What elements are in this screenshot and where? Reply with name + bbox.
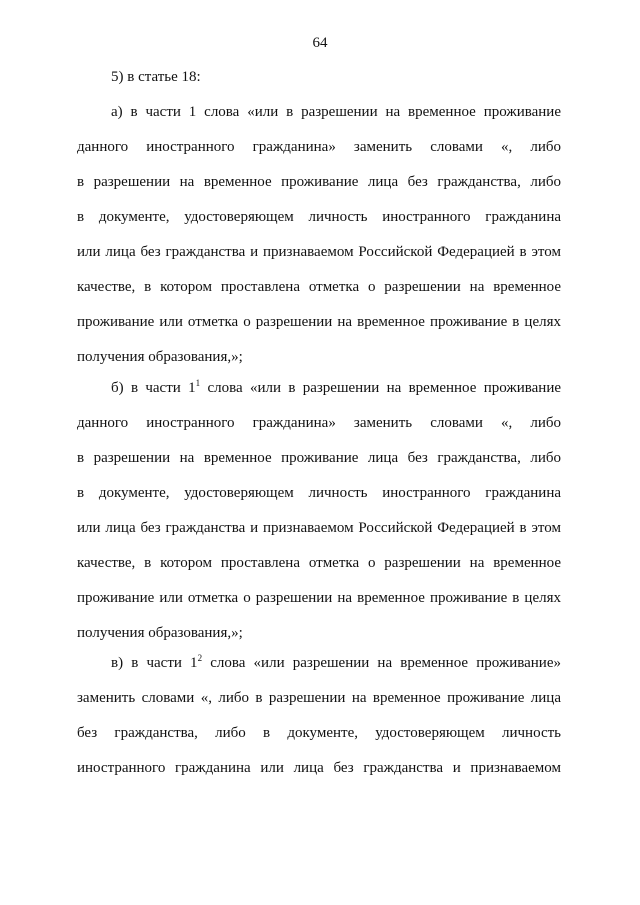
paragraph-b-line-5: или лица без гражданства и признаваемом Российской Федерацией в этом: [77, 520, 561, 536]
paragraph-a-line-4: в документе, удостоверяющем личность иностранного гражданина: [77, 209, 561, 225]
paragraph-a-line-6: качестве, в котором проставлена отметка о разрешении на временное: [77, 279, 561, 295]
paragraph-a: [77, 103, 561, 383]
paragraph-b-suffix: слова «или в разрешении на временное проживание: [200, 380, 561, 396]
paragraph-a-line-5: или лица без гражданства и признаваемом Российской Федерацией в этом: [77, 244, 561, 260]
page-number: 64: [312, 35, 328, 51]
paragraph-a-line-1: а) в части 1 слова «или в разрешении на временное проживание: [111, 104, 561, 120]
paragraph-b-prefix: б) в части 1: [111, 380, 196, 396]
paragraph-b-line-8: получения образования,»;: [77, 625, 243, 641]
paragraph-b-superscript: 1: [195, 378, 201, 388]
paragraph-c-line-2: заменить словами «, либо в разрешении на временное проживание лица: [77, 690, 561, 706]
paragraph-a-line-8: получения образования,»;: [77, 349, 243, 365]
paragraph-a-line-7: проживание или отметка о разрешении на временное проживание в целях: [77, 314, 561, 330]
paragraph-c-superscript: 2: [197, 653, 203, 663]
paragraph-b-line-6: качестве, в котором проставлена отметка о разрешении на временное: [77, 555, 561, 571]
paragraph-c-line-3: без гражданства, либо в документе, удостоверяющем личность: [77, 725, 561, 741]
paragraph-c-line-4: иностранного гражданина или лица без гражданства и признаваемом: [77, 760, 561, 776]
paragraph-c-line-1: [77, 654, 561, 689]
paragraph-a-line-2: данного иностранного гражданина» заменить словами «, либо: [77, 139, 561, 155]
paragraph-b-line-4: в документе, удостоверяющем личность иностранного гражданина: [77, 485, 561, 501]
paragraph-a-line-3: в разрешении на временное проживание лица без гражданства, либо: [77, 174, 561, 190]
paragraph-b-line-3: в разрешении на временное проживание лица без гражданства, либо: [77, 450, 561, 466]
paragraph-c-prefix: в) в части 1: [111, 655, 198, 671]
paragraph-b-line-7: проживание или отметка о разрешении на временное проживание в целях: [77, 590, 561, 606]
paragraph-b-line-2: данного иностранного гражданина» заменить словами «, либо: [77, 415, 561, 431]
paragraph-c-suffix: слова «или разрешении на временное проживание»: [202, 655, 561, 671]
paragraph-b-line-1: [77, 379, 561, 414]
section-intro: 5) в статье 18:: [111, 69, 201, 85]
paragraph-b: [77, 379, 561, 659]
paragraph-c: [77, 654, 561, 794]
